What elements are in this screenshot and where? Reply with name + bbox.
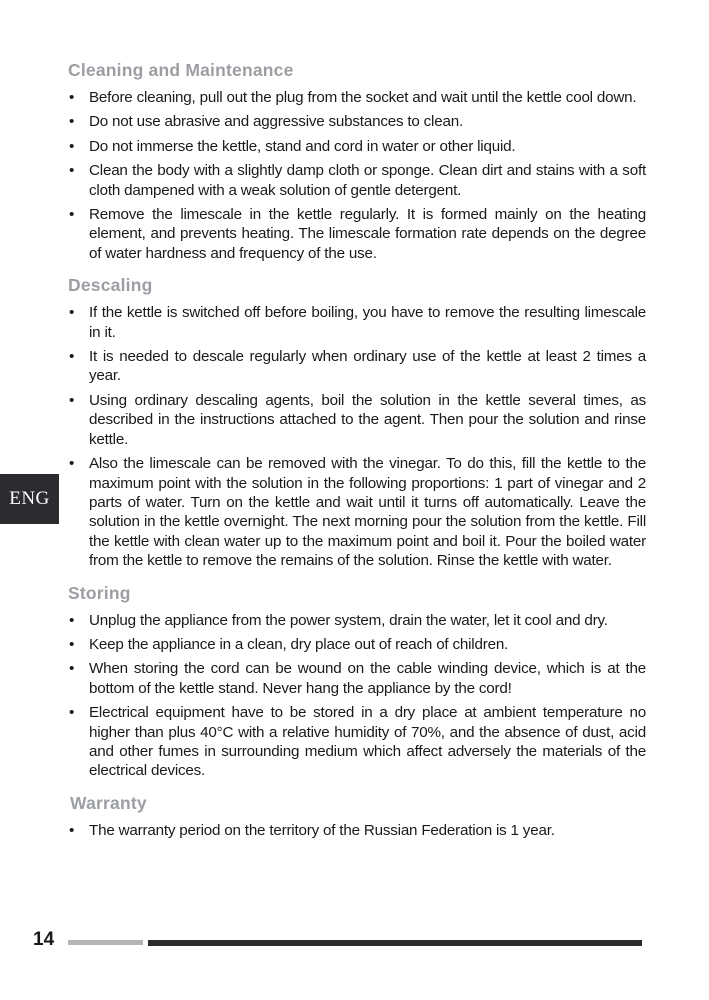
list-item: • Electrical equipment have to be stored in a dry place at ambient temperature no higher than plus 40°C with a relative humidity of 70%, and the absence of dust, acid and other fumes in surrounding medium which affect adversely the materials of the electrical devices. (68, 703, 646, 781)
footer-bar-light (68, 940, 143, 945)
page-content (68, 58, 646, 850)
list-item: • Before cleaning, pull out the plug from the socket and wait until the kettle cool down. (68, 88, 646, 107)
bullet-list (68, 611, 646, 781)
language-tab: ENG (0, 474, 59, 524)
list-item: • Do not immerse the kettle, stand and cord in water or other liquid. (68, 137, 646, 156)
section-title: Descaling (68, 275, 153, 296)
section-warranty (68, 791, 646, 840)
section-title: Cleaning and Maintenance (68, 60, 294, 80)
list-item: • Also the limescale can be removed with the vinegar. To do this, fill the kettle to the maximum point with the solution in the following proportions: 1 part of vinegar and 2 parts of water. Turn on the kettle and wait until it turns off automatically. Leave the solution in the kettle overnight. The next morning pour the solution from the kettle. Fill the kettle with clean water up to the maximum point and boil it. Pour the boiled water from the kettle to remove the remains of the solution. Rinse the kettle with water. (68, 454, 646, 570)
list-item: • Using ordinary descaling agents, boil the solution in the kettle several times, as described in the instructions attached to the agent. Then pour the solution and rinse kettle. (68, 391, 646, 449)
list-item: • Remove the limescale in the kettle regularly. It is formed mainly on the heating element, and prevents heating. The limescale formation rate depends on the degree of water hardness and frequency of the use. (68, 205, 646, 263)
list-item: • Clean the body with a slightly damp cloth or sponge. Clean dirt and stains with a soft cloth dampened with a weak solution of gentle detergent. (68, 161, 646, 200)
section-cleaning (68, 58, 646, 263)
list-item: • The warranty period on the territory of the Russian Federation is 1 year. (68, 821, 646, 840)
footer-bar-dark (148, 940, 642, 946)
section-descaling (68, 273, 646, 570)
list-item: • It is needed to descale regularly when ordinary use of the kettle at least 2 times a year. (68, 347, 646, 386)
bullet-list (68, 303, 646, 570)
list-item: • Unplug the appliance from the power system, drain the water, let it cool and dry. (68, 611, 646, 630)
list-item: • Keep the appliance in a clean, dry place out of reach of children. (68, 635, 646, 654)
bullet-list (68, 821, 646, 840)
page-number: 14 (33, 929, 55, 950)
list-item: • If the kettle is switched off before boiling, you have to remove the resulting limescale in it. (68, 303, 646, 342)
section-storing (68, 581, 646, 781)
list-item: • When storing the cord can be wound on the cable winding device, which is at the bottom of the kettle stand. Never hang the appliance by the cord! (68, 659, 646, 698)
list-item: • Do not use abrasive and aggressive substances to clean. (68, 112, 646, 131)
section-title: Warranty (70, 792, 147, 813)
section-title: Storing (68, 582, 131, 603)
bullet-list (68, 88, 646, 263)
